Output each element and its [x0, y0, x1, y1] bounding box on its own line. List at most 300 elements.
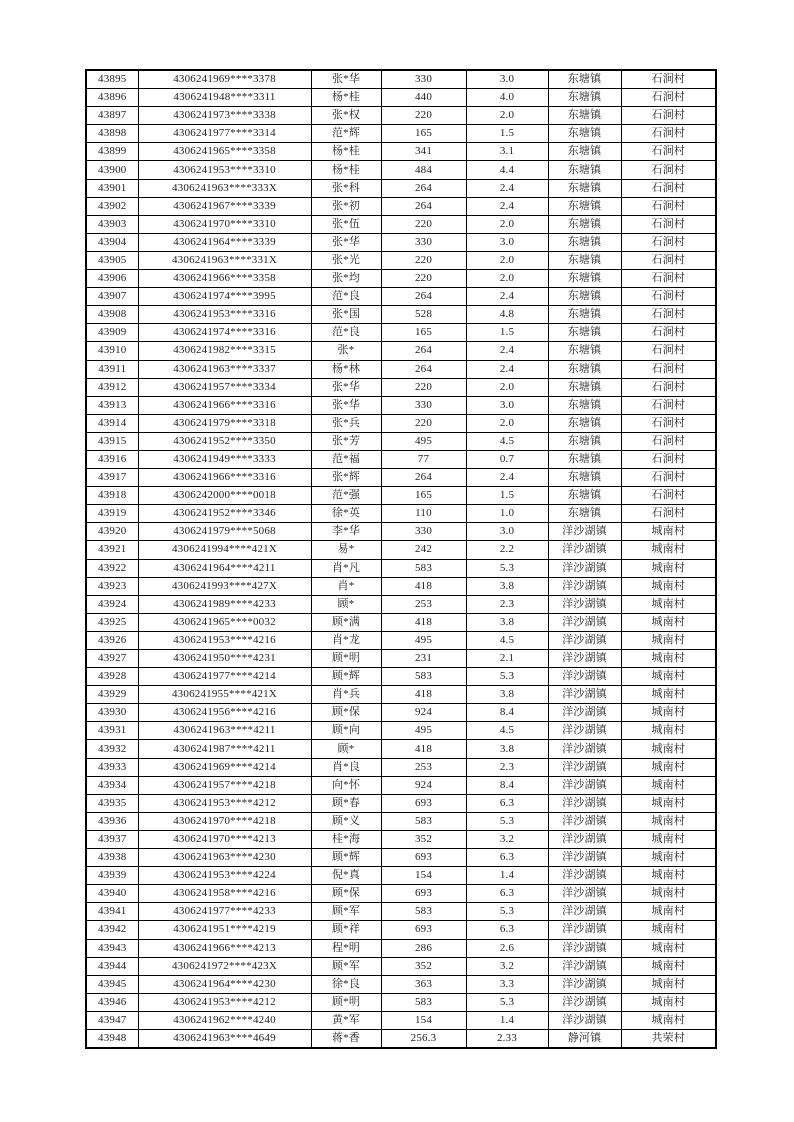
cell-amount: 154	[381, 867, 466, 885]
cell-town: 东塘镇	[548, 324, 621, 342]
cell-village: 城南村	[621, 740, 716, 758]
cell-id-number: 4306241989****4233	[138, 595, 311, 613]
cell-village: 城南村	[621, 921, 716, 939]
cell-name: 黄*军	[311, 1011, 381, 1029]
table-row	[86, 107, 716, 125]
cell-area: 3.2	[466, 830, 548, 848]
table-row	[86, 378, 716, 396]
cell-area: 1.4	[466, 867, 548, 885]
cell-town: 洋沙湖镇	[548, 939, 621, 957]
cell-name: 肖*龙	[311, 631, 381, 649]
cell-amount: 264	[381, 288, 466, 306]
cell-area: 2.4	[466, 288, 548, 306]
cell-amount: 165	[381, 324, 466, 342]
cell-id-number: 4306241956****4216	[138, 704, 311, 722]
cell-town: 洋沙湖镇	[548, 957, 621, 975]
table-row	[86, 233, 716, 251]
cell-amount: 220	[381, 414, 466, 432]
cell-town: 东塘镇	[548, 487, 621, 505]
cell-seq: 43910	[86, 342, 138, 360]
table-row	[86, 921, 716, 939]
cell-town: 洋沙湖镇	[548, 830, 621, 848]
cell-area: 5.3	[466, 993, 548, 1011]
table-row	[86, 830, 716, 848]
cell-seq: 43923	[86, 577, 138, 595]
cell-seq: 43900	[86, 161, 138, 179]
table-row	[86, 342, 716, 360]
cell-id-number: 4306241966****4213	[138, 939, 311, 957]
cell-id-number: 4306241969****4214	[138, 758, 311, 776]
cell-village: 城南村	[621, 722, 716, 740]
cell-town: 洋沙湖镇	[548, 541, 621, 559]
cell-town: 东塘镇	[548, 360, 621, 378]
table-row	[86, 179, 716, 197]
cell-seq: 43926	[86, 631, 138, 649]
cell-amount: 495	[381, 432, 466, 450]
cell-name: 肖*	[311, 577, 381, 595]
cell-name: 顾*军	[311, 903, 381, 921]
cell-amount: 583	[381, 903, 466, 921]
cell-town: 洋沙湖镇	[548, 650, 621, 668]
cell-name: 张*华	[311, 233, 381, 251]
cell-village: 石涧村	[621, 143, 716, 161]
cell-town: 洋沙湖镇	[548, 975, 621, 993]
cell-amount: 363	[381, 975, 466, 993]
cell-amount: 440	[381, 89, 466, 107]
cell-amount: 418	[381, 740, 466, 758]
cell-id-number: 4306241948****3311	[138, 89, 311, 107]
cell-name: 杨*桂	[311, 143, 381, 161]
cell-village: 城南村	[621, 631, 716, 649]
cell-village: 城南村	[621, 1011, 716, 1029]
cell-amount: 220	[381, 215, 466, 233]
cell-area: 4.8	[466, 306, 548, 324]
cell-name: 顾*保	[311, 885, 381, 903]
cell-name: 顾*向	[311, 722, 381, 740]
cell-area: 3.0	[466, 70, 548, 89]
table-row	[86, 758, 716, 776]
cell-area: 8.4	[466, 776, 548, 794]
cell-village: 城南村	[621, 577, 716, 595]
table-row	[86, 867, 716, 885]
cell-id-number: 4306241953****4224	[138, 867, 311, 885]
cell-town: 东塘镇	[548, 288, 621, 306]
cell-seq: 43917	[86, 469, 138, 487]
cell-area: 1.5	[466, 487, 548, 505]
cell-name: 李*华	[311, 523, 381, 541]
cell-name: 顾*祥	[311, 921, 381, 939]
cell-name: 张*国	[311, 306, 381, 324]
cell-name: 张*辉	[311, 469, 381, 487]
cell-area: 6.3	[466, 794, 548, 812]
table-row	[86, 613, 716, 631]
cell-village: 石涧村	[621, 179, 716, 197]
cell-seq: 43909	[86, 324, 138, 342]
cell-area: 2.0	[466, 215, 548, 233]
cell-area: 3.8	[466, 740, 548, 758]
cell-seq: 43934	[86, 776, 138, 794]
cell-village: 城南村	[621, 903, 716, 921]
cell-id-number: 4306241953****4212	[138, 794, 311, 812]
cell-village: 城南村	[621, 830, 716, 848]
cell-area: 3.3	[466, 975, 548, 993]
cell-seq: 43895	[86, 70, 138, 89]
table-row	[86, 505, 716, 523]
table-row	[86, 722, 716, 740]
cell-name: 范*强	[311, 487, 381, 505]
cell-seq: 43947	[86, 1011, 138, 1029]
cell-id-number: 4306241994****421X	[138, 541, 311, 559]
table-row	[86, 975, 716, 993]
cell-id-number: 4306241952****3350	[138, 432, 311, 450]
cell-amount: 110	[381, 505, 466, 523]
cell-amount: 693	[381, 794, 466, 812]
cell-town: 东塘镇	[548, 469, 621, 487]
cell-village: 城南村	[621, 957, 716, 975]
cell-village: 石涧村	[621, 161, 716, 179]
cell-area: 2.4	[466, 179, 548, 197]
cell-town: 东塘镇	[548, 306, 621, 324]
cell-amount: 286	[381, 939, 466, 957]
cell-seq: 43914	[86, 414, 138, 432]
table-row	[86, 885, 716, 903]
cell-village: 石涧村	[621, 89, 716, 107]
cell-amount: 341	[381, 143, 466, 161]
cell-amount: 495	[381, 722, 466, 740]
cell-village: 城南村	[621, 993, 716, 1011]
cell-name: 蒋*香	[311, 1029, 381, 1048]
table-row	[86, 360, 716, 378]
cell-town: 洋沙湖镇	[548, 921, 621, 939]
cell-village: 石涧村	[621, 125, 716, 143]
cell-amount: 264	[381, 360, 466, 378]
cell-town: 静河镇	[548, 1029, 621, 1048]
cell-area: 1.0	[466, 505, 548, 523]
cell-seq: 43924	[86, 595, 138, 613]
table-row	[86, 143, 716, 161]
cell-amount: 220	[381, 107, 466, 125]
cell-village: 石涧村	[621, 215, 716, 233]
table-row	[86, 396, 716, 414]
cell-amount: 253	[381, 758, 466, 776]
cell-name: 顾*	[311, 740, 381, 758]
cell-amount: 418	[381, 686, 466, 704]
cell-town: 洋沙湖镇	[548, 758, 621, 776]
cell-id-number: 4306241966****3316	[138, 396, 311, 414]
cell-town: 东塘镇	[548, 179, 621, 197]
cell-name: 顾*辉	[311, 849, 381, 867]
cell-id-number: 4306241950****4231	[138, 650, 311, 668]
cell-seq: 43935	[86, 794, 138, 812]
cell-area: 2.3	[466, 758, 548, 776]
cell-id-number: 4306241962****4240	[138, 1011, 311, 1029]
cell-id-number: 4306241979****3318	[138, 414, 311, 432]
cell-area: 3.0	[466, 233, 548, 251]
cell-name: 顾*满	[311, 613, 381, 631]
cell-seq: 43907	[86, 288, 138, 306]
cell-name: 张*兵	[311, 414, 381, 432]
cell-amount: 242	[381, 541, 466, 559]
cell-id-number: 4306241963****331X	[138, 251, 311, 269]
cell-amount: 693	[381, 885, 466, 903]
cell-area: 2.33	[466, 1029, 548, 1048]
cell-id-number: 4306241964****4230	[138, 975, 311, 993]
cell-amount: 352	[381, 957, 466, 975]
table-row	[86, 631, 716, 649]
table-row	[86, 559, 716, 577]
cell-amount: 165	[381, 125, 466, 143]
cell-town: 洋沙湖镇	[548, 631, 621, 649]
cell-seq: 43930	[86, 704, 138, 722]
cell-seq: 43908	[86, 306, 138, 324]
cell-amount: 231	[381, 650, 466, 668]
cell-name: 顾*春	[311, 794, 381, 812]
cell-name: 杨*桂	[311, 161, 381, 179]
table-row	[86, 288, 716, 306]
cell-area: 1.5	[466, 324, 548, 342]
cell-id-number: 4306241967****3339	[138, 197, 311, 215]
cell-seq: 43948	[86, 1029, 138, 1048]
cell-seq: 43943	[86, 939, 138, 957]
cell-name: 顾*	[311, 595, 381, 613]
cell-town: 东塘镇	[548, 89, 621, 107]
cell-id-number: 4306241966****3316	[138, 469, 311, 487]
cell-village: 石涧村	[621, 487, 716, 505]
cell-area: 1.4	[466, 1011, 548, 1029]
table-row	[86, 668, 716, 686]
cell-id-number: 4306241958****4216	[138, 885, 311, 903]
cell-town: 东塘镇	[548, 505, 621, 523]
cell-seq: 43913	[86, 396, 138, 414]
cell-town: 东塘镇	[548, 233, 621, 251]
cell-town: 洋沙湖镇	[548, 740, 621, 758]
cell-village: 石涧村	[621, 251, 716, 269]
cell-area: 2.6	[466, 939, 548, 957]
cell-area: 5.3	[466, 812, 548, 830]
cell-village: 城南村	[621, 595, 716, 613]
cell-amount: 693	[381, 849, 466, 867]
cell-amount: 693	[381, 921, 466, 939]
cell-town: 东塘镇	[548, 378, 621, 396]
cell-name: 桂*海	[311, 830, 381, 848]
cell-seq: 43925	[86, 613, 138, 631]
cell-town: 洋沙湖镇	[548, 722, 621, 740]
cell-town: 洋沙湖镇	[548, 794, 621, 812]
cell-town: 东塘镇	[548, 251, 621, 269]
cell-seq: 43899	[86, 143, 138, 161]
cell-id-number: 4306241957****3334	[138, 378, 311, 396]
cell-town: 东塘镇	[548, 414, 621, 432]
cell-amount: 264	[381, 197, 466, 215]
cell-area: 2.0	[466, 414, 548, 432]
cell-id-number: 4306241970****3310	[138, 215, 311, 233]
cell-village: 城南村	[621, 523, 716, 541]
table-row	[86, 469, 716, 487]
table-row	[86, 939, 716, 957]
cell-id-number: 4306241955****421X	[138, 686, 311, 704]
cell-seq: 43927	[86, 650, 138, 668]
cell-id-number: 4306241957****4218	[138, 776, 311, 794]
cell-town: 洋沙湖镇	[548, 595, 621, 613]
cell-village: 城南村	[621, 975, 716, 993]
cell-amount: 264	[381, 342, 466, 360]
cell-amount: 924	[381, 776, 466, 794]
cell-area: 2.0	[466, 107, 548, 125]
table-row	[86, 650, 716, 668]
cell-name: 徐*英	[311, 505, 381, 523]
cell-amount: 495	[381, 631, 466, 649]
cell-id-number: 4306241993****427X	[138, 577, 311, 595]
cell-amount: 330	[381, 523, 466, 541]
cell-name: 范*良	[311, 288, 381, 306]
cell-amount: 583	[381, 668, 466, 686]
cell-town: 东塘镇	[548, 396, 621, 414]
cell-village: 城南村	[621, 776, 716, 794]
cell-area: 2.4	[466, 197, 548, 215]
cell-town: 洋沙湖镇	[548, 849, 621, 867]
table-row	[86, 1029, 716, 1048]
cell-seq: 43931	[86, 722, 138, 740]
cell-village: 城南村	[621, 939, 716, 957]
cell-village: 石涧村	[621, 360, 716, 378]
cell-area: 2.0	[466, 378, 548, 396]
table-row	[86, 686, 716, 704]
cell-village: 石涧村	[621, 324, 716, 342]
cell-amount: 418	[381, 613, 466, 631]
table-row	[86, 957, 716, 975]
cell-village: 城南村	[621, 758, 716, 776]
cell-id-number: 4306241979****5068	[138, 523, 311, 541]
cell-name: 肖*凡	[311, 559, 381, 577]
cell-village: 城南村	[621, 849, 716, 867]
table-row	[86, 215, 716, 233]
cell-area: 3.8	[466, 577, 548, 595]
cell-id-number: 4306241963****4230	[138, 849, 311, 867]
cell-town: 洋沙湖镇	[548, 686, 621, 704]
cell-village: 石涧村	[621, 450, 716, 468]
cell-village: 城南村	[621, 867, 716, 885]
cell-area: 4.4	[466, 161, 548, 179]
cell-town: 东塘镇	[548, 432, 621, 450]
cell-town: 东塘镇	[548, 197, 621, 215]
cell-area: 3.1	[466, 143, 548, 161]
cell-name: 顾*保	[311, 704, 381, 722]
cell-area: 2.3	[466, 595, 548, 613]
cell-name: 杨*林	[311, 360, 381, 378]
table-row	[86, 197, 716, 215]
cell-village: 石涧村	[621, 342, 716, 360]
cell-village: 城南村	[621, 668, 716, 686]
cell-town: 东塘镇	[548, 161, 621, 179]
cell-seq: 43906	[86, 270, 138, 288]
cell-name: 张*伍	[311, 215, 381, 233]
table-row	[86, 125, 716, 143]
cell-name: 张*	[311, 342, 381, 360]
cell-village: 城南村	[621, 686, 716, 704]
cell-id-number: 4306241965****3358	[138, 143, 311, 161]
cell-seq: 43916	[86, 450, 138, 468]
cell-village: 石涧村	[621, 414, 716, 432]
cell-amount: 418	[381, 577, 466, 595]
cell-seq: 43941	[86, 903, 138, 921]
cell-seq: 43912	[86, 378, 138, 396]
cell-name: 范*良	[311, 324, 381, 342]
cell-id-number: 4306241974****3316	[138, 324, 311, 342]
cell-id-number: 4306241974****3995	[138, 288, 311, 306]
cell-name: 张*芳	[311, 432, 381, 450]
cell-name: 顾*军	[311, 957, 381, 975]
cell-village: 石涧村	[621, 432, 716, 450]
cell-town: 东塘镇	[548, 143, 621, 161]
cell-area: 6.3	[466, 849, 548, 867]
cell-area: 5.3	[466, 668, 548, 686]
cell-amount: 583	[381, 812, 466, 830]
cell-village: 石涧村	[621, 270, 716, 288]
cell-amount: 220	[381, 270, 466, 288]
cell-area: 2.1	[466, 650, 548, 668]
cell-seq: 43904	[86, 233, 138, 251]
cell-town: 洋沙湖镇	[548, 776, 621, 794]
cell-area: 2.4	[466, 342, 548, 360]
cell-name: 张*均	[311, 270, 381, 288]
cell-amount: 253	[381, 595, 466, 613]
cell-name: 程*明	[311, 939, 381, 957]
cell-id-number: 4306241977****4233	[138, 903, 311, 921]
table-row	[86, 487, 716, 505]
cell-town: 东塘镇	[548, 107, 621, 125]
cell-name: 肖*兵	[311, 686, 381, 704]
cell-seq: 43928	[86, 668, 138, 686]
cell-area: 3.8	[466, 613, 548, 631]
cell-name: 顾*义	[311, 812, 381, 830]
cell-town: 东塘镇	[548, 342, 621, 360]
cell-seq: 43942	[86, 921, 138, 939]
cell-seq: 43945	[86, 975, 138, 993]
cell-area: 4.5	[466, 631, 548, 649]
cell-name: 范*辉	[311, 125, 381, 143]
cell-seq: 43936	[86, 812, 138, 830]
cell-village: 石涧村	[621, 306, 716, 324]
cell-town: 洋沙湖镇	[548, 559, 621, 577]
cell-id-number: 4306241951****4219	[138, 921, 311, 939]
cell-seq: 43938	[86, 849, 138, 867]
table-row	[86, 450, 716, 468]
table-row	[86, 306, 716, 324]
cell-town: 洋沙湖镇	[548, 812, 621, 830]
cell-name: 张*华	[311, 70, 381, 89]
table-row	[86, 595, 716, 613]
cell-area: 4.0	[466, 89, 548, 107]
records-table-body	[86, 70, 716, 1048]
cell-id-number: 4306241964****3339	[138, 233, 311, 251]
cell-amount: 154	[381, 1011, 466, 1029]
table-row	[86, 270, 716, 288]
cell-name: 张*权	[311, 107, 381, 125]
cell-name: 张*光	[311, 251, 381, 269]
cell-town: 洋沙湖镇	[548, 867, 621, 885]
table-row	[86, 523, 716, 541]
cell-seq: 43901	[86, 179, 138, 197]
table-row	[86, 849, 716, 867]
cell-seq: 43911	[86, 360, 138, 378]
cell-amount: 330	[381, 70, 466, 89]
cell-seq: 43937	[86, 830, 138, 848]
cell-town: 洋沙湖镇	[548, 668, 621, 686]
table-row	[86, 414, 716, 432]
cell-id-number: 4306241953****3310	[138, 161, 311, 179]
cell-area: 2.4	[466, 469, 548, 487]
cell-seq: 43898	[86, 125, 138, 143]
